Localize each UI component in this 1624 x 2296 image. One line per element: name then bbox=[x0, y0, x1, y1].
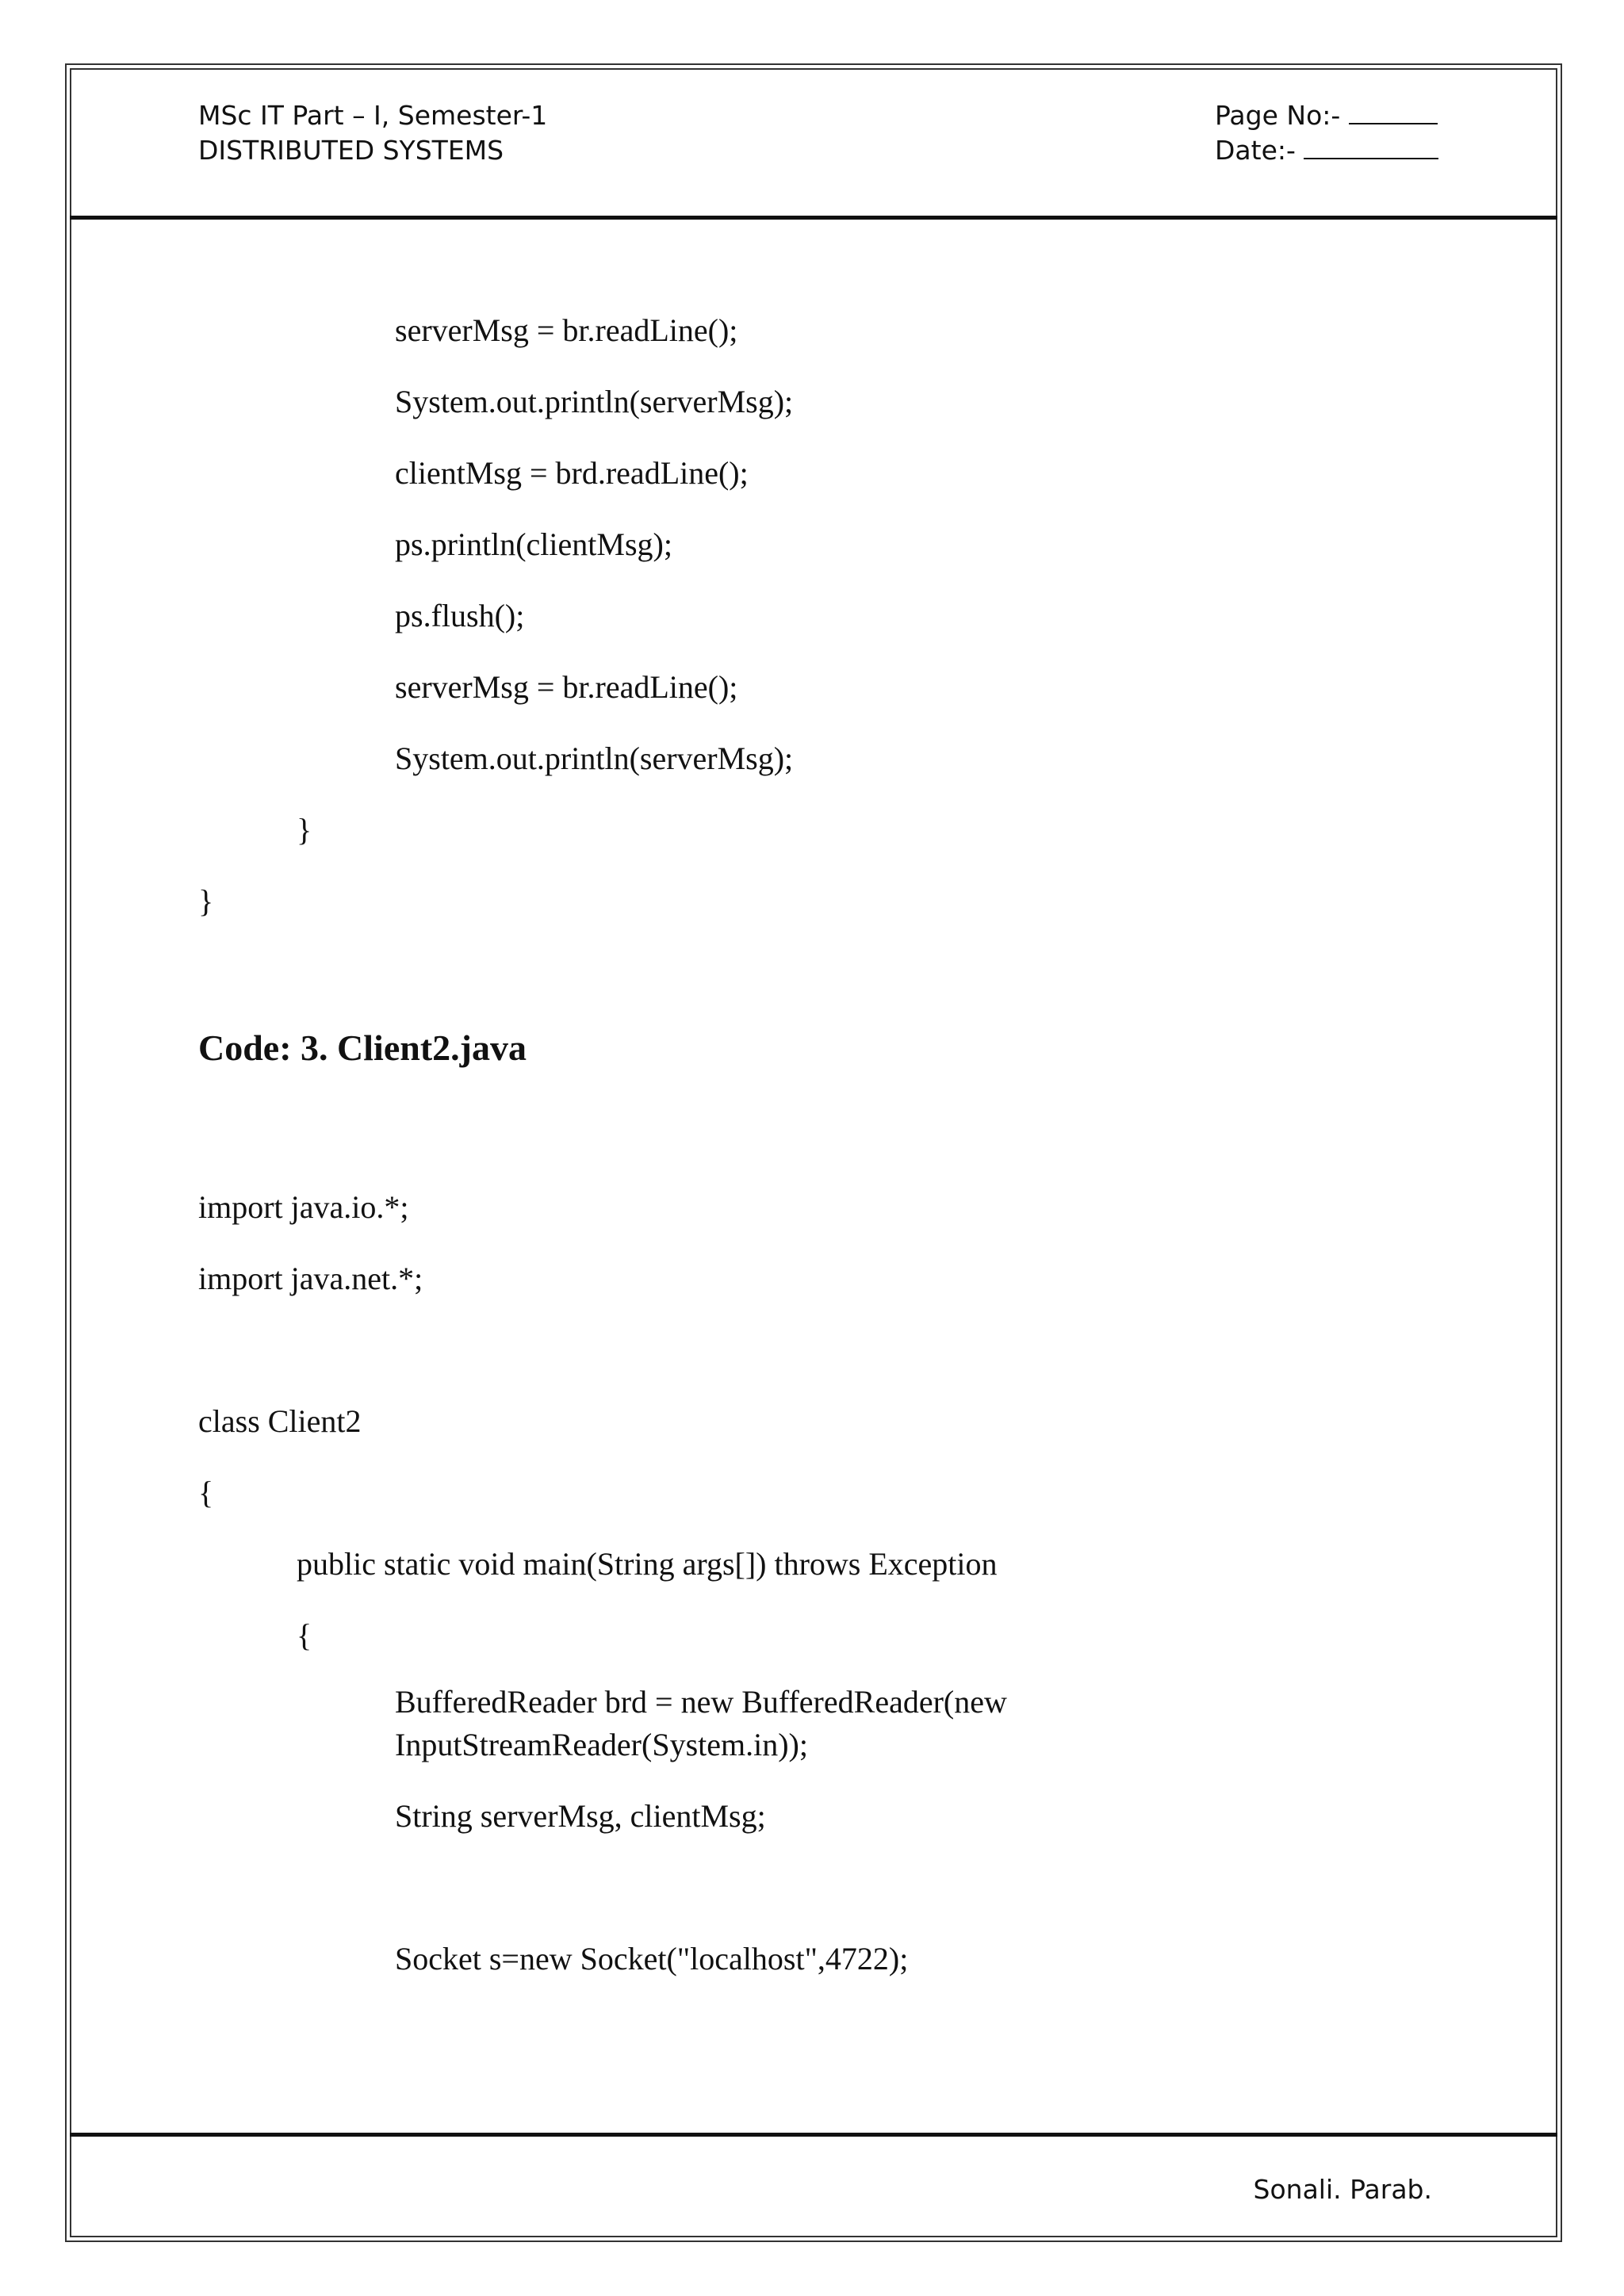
code-line: System.out.println(serverMsg); bbox=[395, 384, 794, 419]
footer-author: Sonali. Parab. bbox=[1253, 2174, 1432, 2205]
header-left bbox=[198, 98, 547, 168]
code-line: clientMsg = brd.readLine(); bbox=[395, 455, 749, 491]
code-line: BufferedReader brd = new BufferedReader(new bbox=[395, 1684, 1007, 1720]
page-border-inner bbox=[70, 68, 1557, 2237]
footer-rule bbox=[70, 2133, 1557, 2137]
code-line: import java.net.*; bbox=[198, 1261, 423, 1296]
code-line: InputStreamReader(System.in)); bbox=[395, 1727, 808, 1762]
code-line: class Client2 bbox=[198, 1403, 362, 1439]
header-rule bbox=[70, 216, 1557, 220]
code-line: System.out.println(serverMsg); bbox=[395, 740, 794, 776]
code-line: ps.flush(); bbox=[395, 598, 525, 633]
code-line: Socket s=new Socket("localhost",4722); bbox=[395, 1941, 909, 1976]
code-line: import java.io.*; bbox=[198, 1189, 409, 1225]
code-line: String serverMsg, clientMsg; bbox=[395, 1798, 766, 1834]
header-subject: DISTRIBUTED SYSTEMS bbox=[198, 135, 504, 166]
code-line: { bbox=[297, 1617, 312, 1653]
header-right bbox=[1215, 98, 1438, 168]
code-line: public static void main(String args[]) throws Exception bbox=[297, 1546, 998, 1582]
code-line: } bbox=[297, 812, 312, 848]
code-line: ps.println(clientMsg); bbox=[395, 526, 672, 562]
page-number-field bbox=[1215, 98, 1438, 133]
code-line: { bbox=[198, 1475, 214, 1510]
page-number-blank bbox=[1349, 99, 1438, 124]
code-line: serverMsg = br.readLine(); bbox=[395, 669, 738, 705]
date-field bbox=[1215, 133, 1438, 168]
header-course: MSc IT Part – I, Semester-1 bbox=[198, 100, 548, 131]
code-line: } bbox=[198, 883, 214, 919]
date-label: Date:- bbox=[1215, 135, 1304, 166]
date-blank bbox=[1304, 134, 1438, 159]
code-line: serverMsg = br.readLine(); bbox=[395, 312, 738, 348]
page-number-label: Page No:- bbox=[1215, 100, 1349, 131]
section-title: Code: 3. Client2.java bbox=[198, 1027, 527, 1068]
